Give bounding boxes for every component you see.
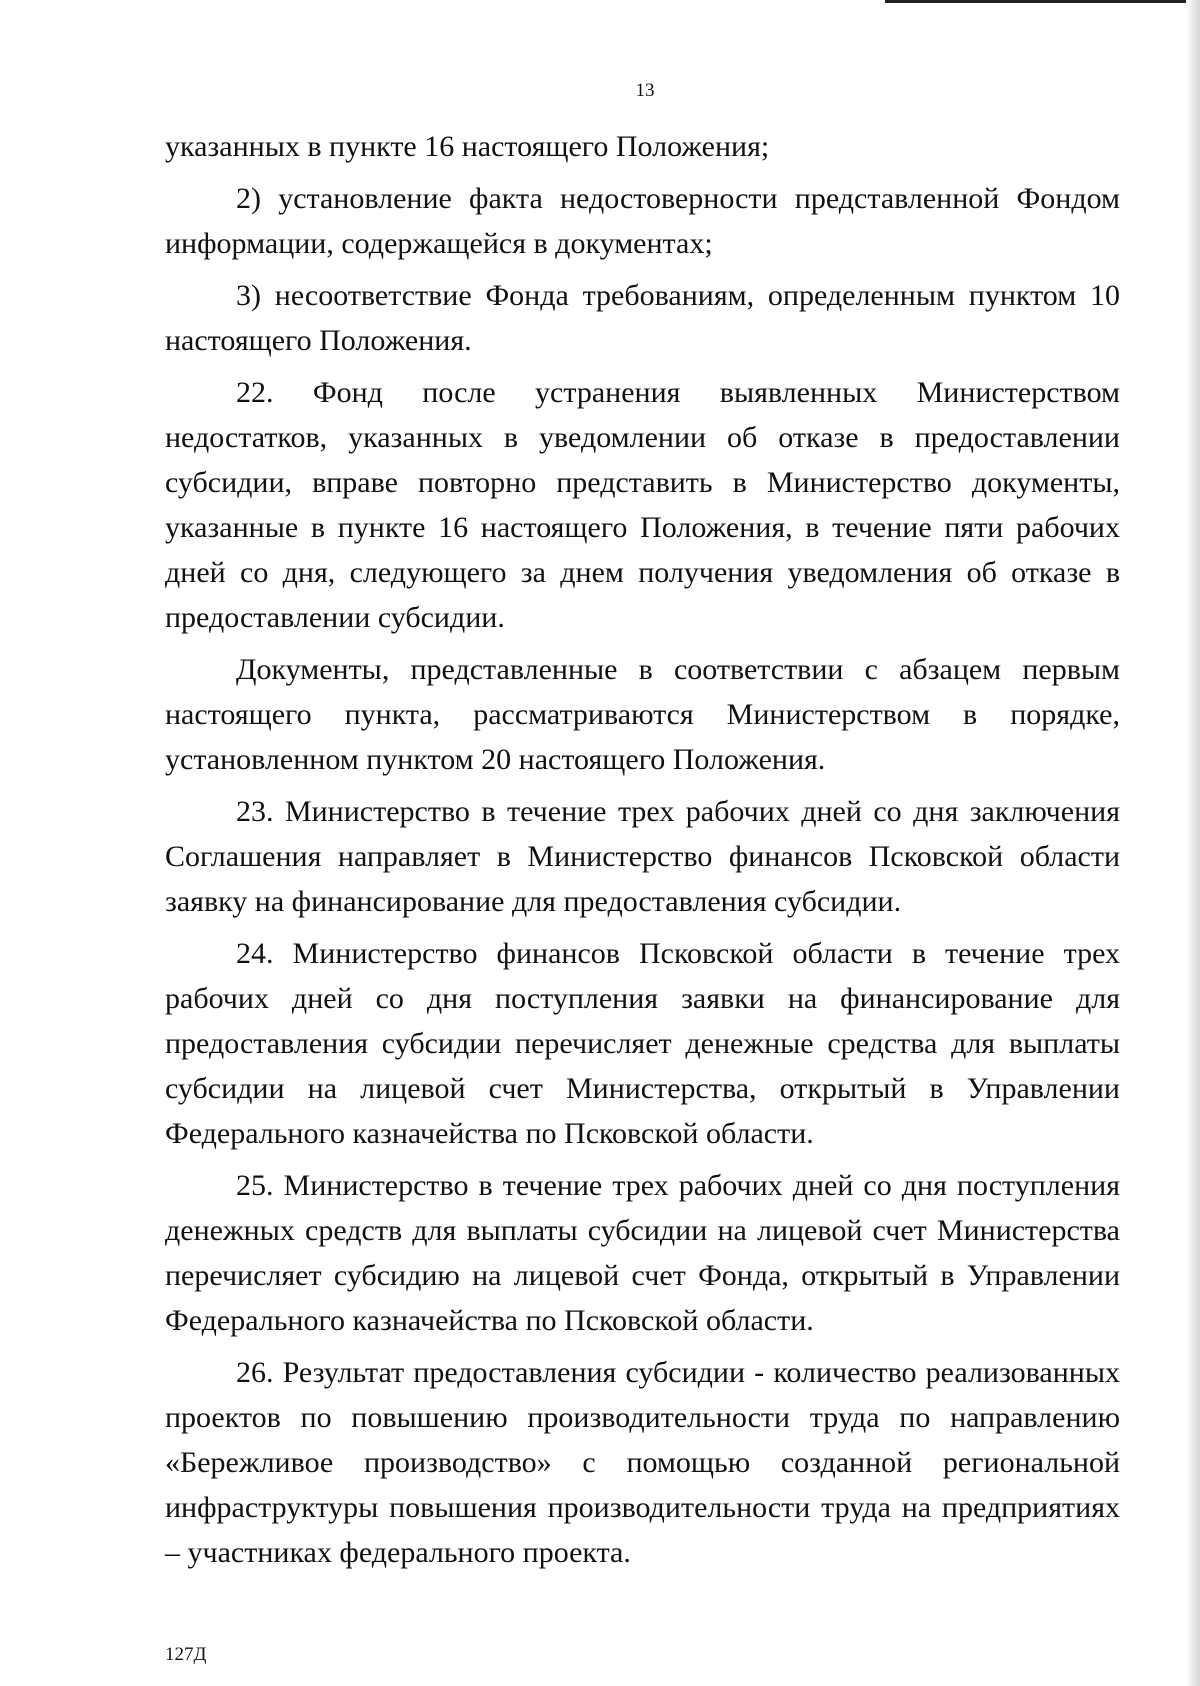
paragraph-clause-22: 22. Фонд после устранения выявленных Министерством недостатков, указанных в уведомлении об отказе в предоставлении субсидии, вправе повторно представить в Министерство документы, указанные в пункте 16 настоящего Положения, в течение пяти рабочих дней со дня, следующего за днем получения уведомления об отказе в предоставлении субсидии. [165, 376, 1120, 634]
paragraph-clause-26: 26. Результат предоставления субсидии - количество реализованных проектов по повышению производительности труда по направлению «Бережливое производство» с помощью созданной региональной инфраструктуры повышения производительности труда на предприятиях – участниках федерального проекта. [165, 1356, 1120, 1569]
paragraph-clause-23: 23. Министерство в течение трех рабочих дней со дня заключения Соглашения направляет в Министерство финансов Псковской области заявку на финансирование для предоставления субсидии. [165, 795, 1120, 918]
page-number: 13 [635, 80, 655, 101]
paragraph-clause-24: 24. Министерство финансов Псковской области в течение трех рабочих дней со дня поступления заявки на финансирование для предоставления субсидии перечисляет денежные средства для выплаты субсидии на лицевой счет Министерства, открытый в Управлении Федерального казначейства по Псковской области. [165, 937, 1120, 1150]
top-border-line [885, 0, 1200, 3]
paragraph-item-3: 3) несоответствие Фонда требованиям, определенным пунктом 10 настоящего Положения. [165, 279, 1120, 357]
paragraph-item-2: 2) установление факта недостоверности представленной Фондом информации, содержащейся в документах; [165, 182, 1120, 260]
paragraph-clause-25: 25. Министерство в течение трех рабочих дней со дня поступления денежных средств для выплаты субсидии на лицевой счет Министерства перечисляет субсидию на лицевой счет Фонда, открытый в Управлении Федерального казначейства по Псковской области. [165, 1169, 1120, 1337]
scan-edge-shadow [1186, 0, 1200, 1686]
paragraph-clause-22-documents: Документы, представленные в соответствии с абзацем первым настоящего пункта, рассматриваются Министерством в порядке, установленном пунктом 20 настоящего Положения. [165, 653, 1120, 776]
document-body [165, 124, 1120, 1582]
document-code: 127Д [165, 1644, 207, 1665]
paragraph-continuation: указанных в пункте 16 настоящего Положения; [165, 130, 770, 163]
